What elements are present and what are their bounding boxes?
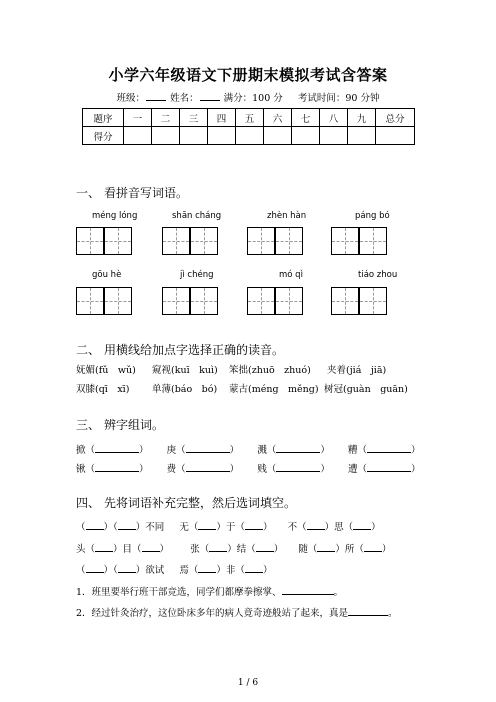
- score-col: 九: [348, 109, 376, 127]
- answer-blank[interactable]: [348, 606, 388, 616]
- writing-box[interactable]: [76, 287, 104, 315]
- text: ）不同: [135, 522, 165, 533]
- section3-heading: [76, 416, 164, 433]
- writing-box[interactable]: [190, 227, 218, 255]
- answer-blank[interactable]: [86, 563, 104, 573]
- char: 遭（: [347, 464, 367, 475]
- answer-blank[interactable]: [198, 520, 216, 530]
- paren: ）: [410, 445, 421, 456]
- score-row-label: 得分: [83, 127, 124, 145]
- writing-box[interactable]: [275, 227, 303, 255]
- answer-blank[interactable]: [198, 563, 216, 573]
- paren: ）: [320, 464, 330, 475]
- answer-blank[interactable]: [209, 542, 227, 552]
- text: （: [76, 522, 86, 533]
- text: （: [76, 565, 86, 576]
- writing-box[interactable]: [359, 287, 387, 315]
- text: 头（: [76, 544, 96, 555]
- score-col: 总分: [376, 109, 415, 127]
- text: ）思（: [324, 522, 354, 533]
- text: ）: [273, 544, 284, 555]
- question-text: 1．班里要举行班干部竞选，同学们都摩拳擦掌、: [76, 587, 282, 598]
- writing-box[interactable]: [247, 287, 275, 315]
- writing-box[interactable]: [162, 227, 190, 255]
- question-1: [76, 584, 343, 598]
- answer-blank[interactable]: [282, 585, 334, 595]
- writing-box[interactable]: [76, 227, 104, 255]
- text: ）: [159, 544, 170, 555]
- text: 不（: [287, 522, 307, 533]
- text: ）目（: [113, 544, 142, 555]
- class-label: 班级：: [116, 93, 146, 104]
- section2-option: 窥视(kuī kuì): [152, 365, 218, 376]
- score-cell[interactable]: [124, 127, 152, 145]
- writing-box[interactable]: [104, 227, 132, 255]
- score-table-score-row: [83, 127, 415, 145]
- section4-heading: [76, 494, 296, 511]
- writing-box[interactable]: [247, 227, 275, 255]
- section4-line: [76, 541, 391, 555]
- section2-option: 笨拙(zhuō zhuó): [229, 365, 311, 376]
- section4-num: 四、: [76, 496, 101, 510]
- answer-blank[interactable]: [95, 443, 139, 453]
- score-cell[interactable]: [152, 127, 180, 145]
- answer-blank[interactable]: [186, 443, 230, 453]
- section3-title: 辨字组词。: [104, 418, 165, 432]
- writing-box[interactable]: [331, 287, 359, 315]
- paren: ）: [139, 464, 149, 475]
- section2-heading: [76, 341, 284, 358]
- answer-blank[interactable]: [86, 520, 104, 530]
- section2-option: 单薄(báo bó): [152, 384, 218, 395]
- pinyin: tiáo zhou: [358, 270, 398, 280]
- char: 掀（: [76, 445, 96, 456]
- score-col: 二: [152, 109, 180, 127]
- paren: ）: [410, 464, 421, 475]
- text: ）于（: [216, 522, 245, 533]
- score-cell[interactable]: [236, 127, 264, 145]
- text: ）（: [103, 565, 118, 576]
- paren: ）: [229, 464, 240, 475]
- question-end: 。: [388, 608, 398, 619]
- question-end: 。: [333, 587, 344, 598]
- char: 糟（: [347, 445, 367, 456]
- paren: ）: [320, 445, 330, 456]
- pinyin: jì chéng: [180, 270, 214, 280]
- answer-blank[interactable]: [317, 542, 335, 552]
- pinyin: méng lóng: [92, 211, 138, 221]
- pinyin: shān cháng: [172, 211, 222, 221]
- score-table: [82, 108, 415, 145]
- answer-blank[interactable]: [256, 542, 274, 552]
- score-cell[interactable]: [180, 127, 208, 145]
- score-col: 八: [320, 109, 348, 127]
- text: 张（: [190, 544, 210, 555]
- writing-box[interactable]: [275, 287, 303, 315]
- exam-time: 考试时间：90 分钟: [297, 93, 380, 104]
- pinyin: gōu hè: [92, 270, 122, 280]
- section4-title: 先将词语补充完整，然后选词填空。: [104, 496, 297, 510]
- text: ）（: [103, 522, 118, 533]
- exam-info: [0, 90, 496, 104]
- score-cell[interactable]: [320, 127, 348, 145]
- char: 锹（: [76, 464, 96, 475]
- writing-box[interactable]: [359, 227, 387, 255]
- answer-blank[interactable]: [118, 563, 136, 573]
- section2-title: 用横线给加点字选择正确的读音。: [104, 343, 285, 357]
- score-col: 三: [180, 109, 208, 127]
- score-cell[interactable]: [348, 127, 376, 145]
- text: ）欲试: [135, 565, 165, 576]
- full-score: 满分：100 分: [223, 93, 283, 104]
- writing-box[interactable]: [104, 287, 132, 315]
- char: 溅（: [257, 445, 277, 456]
- writing-box[interactable]: [162, 287, 190, 315]
- section1-heading: [76, 184, 188, 201]
- text: ）非（: [216, 565, 245, 576]
- section3-num: 三、: [76, 418, 101, 432]
- score-cell[interactable]: [264, 127, 292, 145]
- char: 贱（: [257, 464, 277, 475]
- score-cell[interactable]: [208, 127, 236, 145]
- class-blank: [146, 91, 166, 101]
- score-col: 四: [208, 109, 236, 127]
- score-col: 一: [124, 109, 152, 127]
- text: ）: [381, 544, 392, 555]
- section4-line: [76, 562, 272, 576]
- page-title: 小学六年级语文下册期末模拟考试含答案: [108, 66, 388, 84]
- section2-option: 蒙古(méng měng): [229, 384, 319, 395]
- score-cell[interactable]: [292, 127, 320, 145]
- text: 无（: [179, 522, 199, 533]
- question-text: 2．经过针灸治疗，这位卧床多年的病人竟奇迹般站了起来，真是: [76, 608, 349, 619]
- answer-blank[interactable]: [245, 563, 263, 573]
- pinyin: zhèn hàn: [267, 211, 307, 221]
- answer-blank[interactable]: [186, 462, 230, 472]
- text: 焉（: [179, 565, 199, 576]
- text: 随（: [298, 544, 318, 555]
- writing-box[interactable]: [190, 287, 218, 315]
- page-number: 1 / 6: [237, 678, 259, 688]
- answer-blank[interactable]: [307, 520, 325, 530]
- question-2: [76, 605, 398, 619]
- section2-option: 夹着(jiá jiā): [327, 365, 387, 376]
- text: ）: [262, 565, 273, 576]
- pinyin: páng bó: [355, 211, 390, 221]
- answer-blank[interactable]: [364, 542, 382, 552]
- name-blank: [200, 91, 220, 101]
- answer-blank[interactable]: [142, 542, 160, 552]
- text: ）所（: [335, 544, 364, 555]
- score-col: 六: [264, 109, 292, 127]
- score-cell[interactable]: [376, 127, 415, 145]
- answer-blank[interactable]: [367, 462, 411, 472]
- answer-blank[interactable]: [353, 520, 371, 530]
- section3-line: [76, 442, 421, 456]
- section1-title: 看拼音写词语。: [104, 186, 189, 200]
- answer-blank[interactable]: [276, 443, 320, 453]
- score-col: 七: [292, 109, 320, 127]
- section2-option: 树冠(guàn guān): [324, 384, 408, 395]
- section1-num: 一、: [76, 186, 101, 200]
- answer-blank[interactable]: [367, 443, 411, 453]
- text: ）: [371, 522, 381, 533]
- char: 庚（: [166, 445, 186, 456]
- writing-box[interactable]: [331, 227, 359, 255]
- score-table-header-row: [83, 109, 415, 127]
- text: ）: [262, 522, 273, 533]
- answer-blank[interactable]: [118, 520, 136, 530]
- name-label: 姓名：: [170, 93, 199, 104]
- text: ）结（: [227, 544, 256, 555]
- answer-blank[interactable]: [95, 542, 113, 552]
- score-table-header-label: 题序: [83, 109, 124, 127]
- score-col: 五: [236, 109, 264, 127]
- paren: ）: [139, 445, 149, 456]
- char: 费（: [166, 464, 186, 475]
- answer-blank[interactable]: [245, 520, 263, 530]
- pinyin: mó qì: [279, 270, 303, 280]
- section4-line: [76, 519, 381, 533]
- answer-blank[interactable]: [95, 462, 139, 472]
- paren: ）: [229, 445, 240, 456]
- section3-line: [76, 461, 421, 475]
- answer-blank[interactable]: [276, 462, 320, 472]
- section2-option: 双膝(qī xī): [76, 384, 130, 395]
- section2-option: 妩媚(fǔ wǔ): [76, 365, 136, 376]
- section2-num: 二、: [76, 343, 101, 357]
